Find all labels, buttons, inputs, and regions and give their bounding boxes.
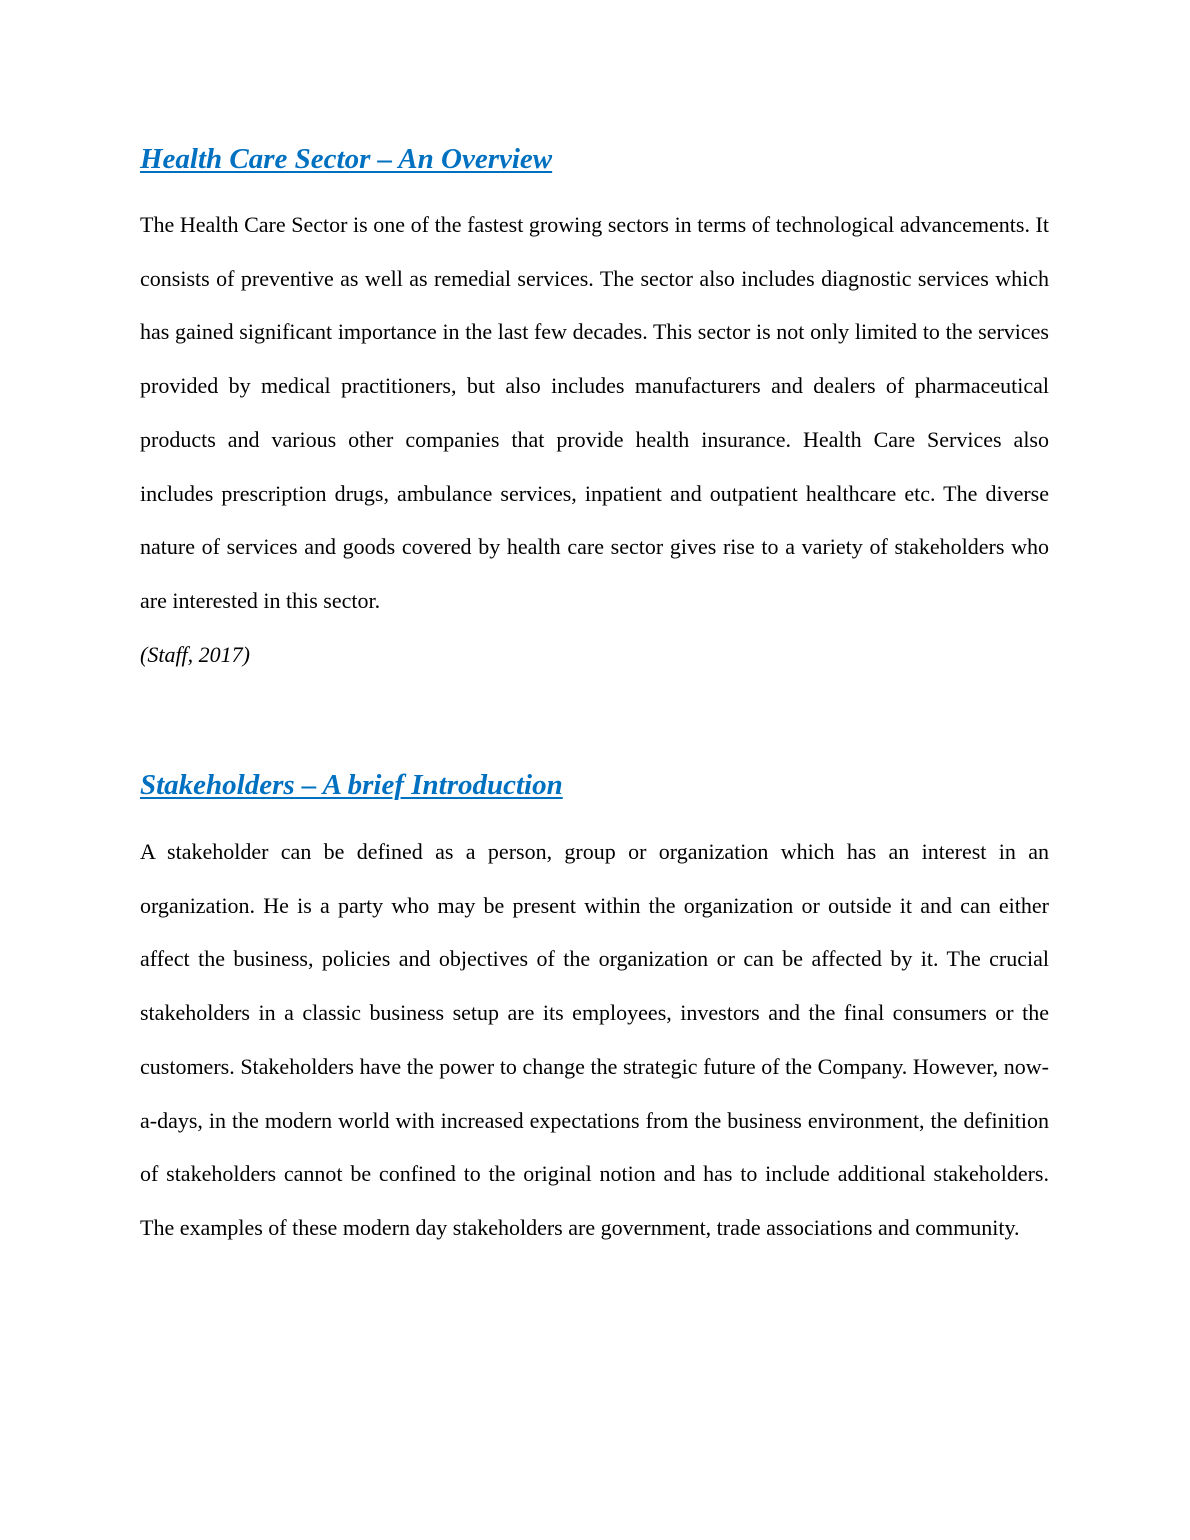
citation: (Staff, 2017) <box>140 642 250 667</box>
paragraph-health-care-overview: The Health Care Sector is one of the fastest growing sectors in terms of technological advancements. It consists of preventive as well as remedial services. The sector also includes diagnostic services which has gained significant importance in the last few decades. This sector is not only limited to the services provided by medical practitioners, but also includes manufacturers and dealers of pharmaceutical products and various other companies that provide health insurance. Health Care Services also includes prescription drugs, ambulance services, inpatient and outpatient healthcare etc. The diverse nature of services and goods covered by health care sector gives rise to a variety of stakeholders who are interested in this sector. <box>140 212 1049 613</box>
section-heading-stakeholders-introduction: Stakeholders – A brief Introduction <box>140 769 563 801</box>
paragraph-stakeholders-introduction: A stakeholder can be defined as a person, group or organization which has an interest in an organization. He is a party who may be present within the organization or outside it and can either affect the business, policies and objectives of the organization or can be affected by it. The crucial stakeholders in a classic business setup are its employees, investors and the final consumers or the customers. Stakeholders have the power to change the strategic future of the Company. However, now-a-days, in the modern world with increased expectations from the business environment, the definition of stakeholders cannot be confined to the original notion and has to include additional stakeholders. The examples of these modern day stakeholders are government, trade associations and community. <box>140 839 1049 1240</box>
section-heading-health-care-overview: Health Care Sector – An Overview <box>140 143 553 175</box>
